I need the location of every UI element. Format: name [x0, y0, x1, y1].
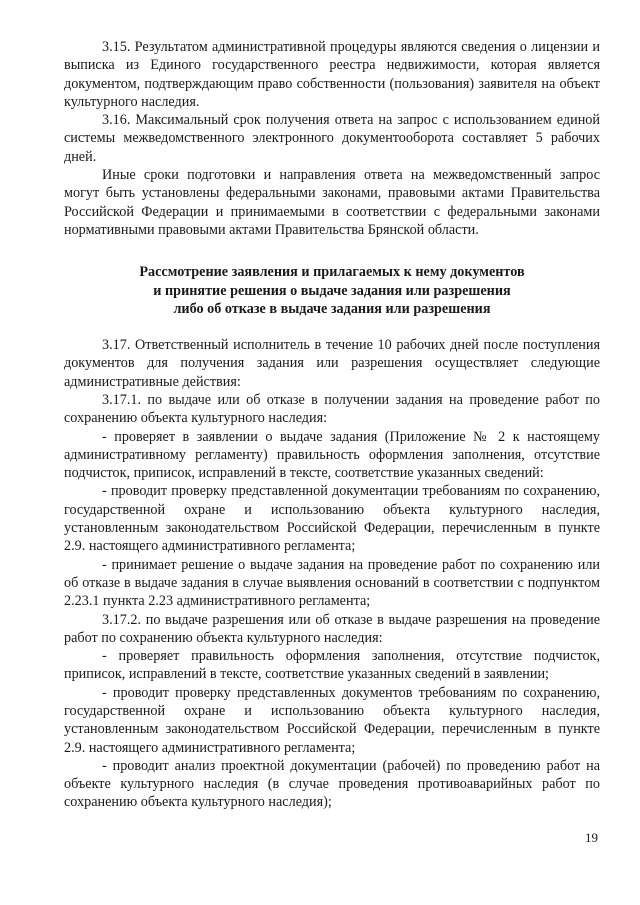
- list-item-analyze-project: - проводит анализ проектной документации (рабочей) по проведению работ на объекте культурного наследия (в случае проведения противоаварийных работ по сохранению объекта культурного наследия);: [64, 757, 600, 811]
- section-heading-line-3: либо об отказе в выдаче задания или разрешения: [173, 301, 491, 318]
- paragraph-3-16: 3.16. Максимальный срок получения ответа на запрос с использованием единой системы межведомственного электронного документооборота составляет 5 рабочих дней.: [64, 112, 600, 165]
- paragraph-3-17: 3.17. Ответственный исполнитель в течение 10 рабочих дней после поступления документов для получения задания или разрешения осуществляет следующие административные действия:: [64, 337, 600, 390]
- list-item-check-correctness: - проверяет правильность оформления заполнения, отсутствие подчисток, приписок, исправлений в тексте, соответствие указанных сведений в заявлении;: [64, 648, 600, 683]
- paragraph-3-17-2: 3.17.2. по выдаче разрешения или об отказе в выдаче разрешения на проведение работ по сохранению объекта культурного наследия:: [64, 611, 600, 646]
- paragraph-3-17-1: 3.17.1. по выдаче или об отказе в получении задания на проведение работ по сохранению объекта культурного наследия:: [64, 391, 600, 427]
- list-item-check-documentation: - проводит проверку представленной документации требованиям по сохранению, государственной охране и использованию объекта культурного наследия, установленным законодательством Российской Федерации, перечисленным в пункте 2.9. настоящего административного регламента;: [64, 483, 600, 555]
- section-heading: [64, 263, 600, 319]
- section-heading-line-2: и принятие решения о выдаче задания или разрешения: [153, 282, 511, 299]
- paragraph-3-15: 3.15. Результатом административной процедуры являются сведения о лицензии и выписка из Единого государственного реестра недвижимости, которая является документом, подтверждающим право собственности (пользования) заявителя на объект культурного наследия.: [64, 39, 600, 110]
- document-page: [64, 38, 600, 812]
- page-number: 19: [585, 830, 598, 845]
- section-heading-line-1: Рассмотрение заявления и прилагаемых к нему документов: [139, 264, 525, 281]
- list-item-check-application: - проверяет в заявлении о выдаче задания (Приложение № 2 к настоящему административному регламенту) правильность оформления заполнения, отсутствие подчисток, приписок, исправлений в тексте, соответствие указанных сведений:: [64, 428, 600, 482]
- list-item-check-documents: - проводит проверку представленных документов требованиям по сохранению, государственной охране и использованию объекта культурного наследия, установленным законодательством Российской Федерации, перечисленным в пункте 2.9. настоящего административного регламента;: [64, 684, 600, 756]
- list-item-decision-task: - принимает решение о выдаче задания на проведение работ по сохранению или об отказе в выдаче задания в случае выявления оснований в соответствии с подпунктом 2.23.1 пункта 2.23 административного регламента;: [64, 556, 600, 610]
- paragraph-other-deadlines: Иные сроки подготовки и направления ответа на межведомственный запрос могут быть установлены федеральными законами, правовыми актами Правительства Российской Федерации и принимаемыми в соответствии с федеральными законами нормативными правовыми актами Правительства Брянской области.: [64, 167, 600, 238]
